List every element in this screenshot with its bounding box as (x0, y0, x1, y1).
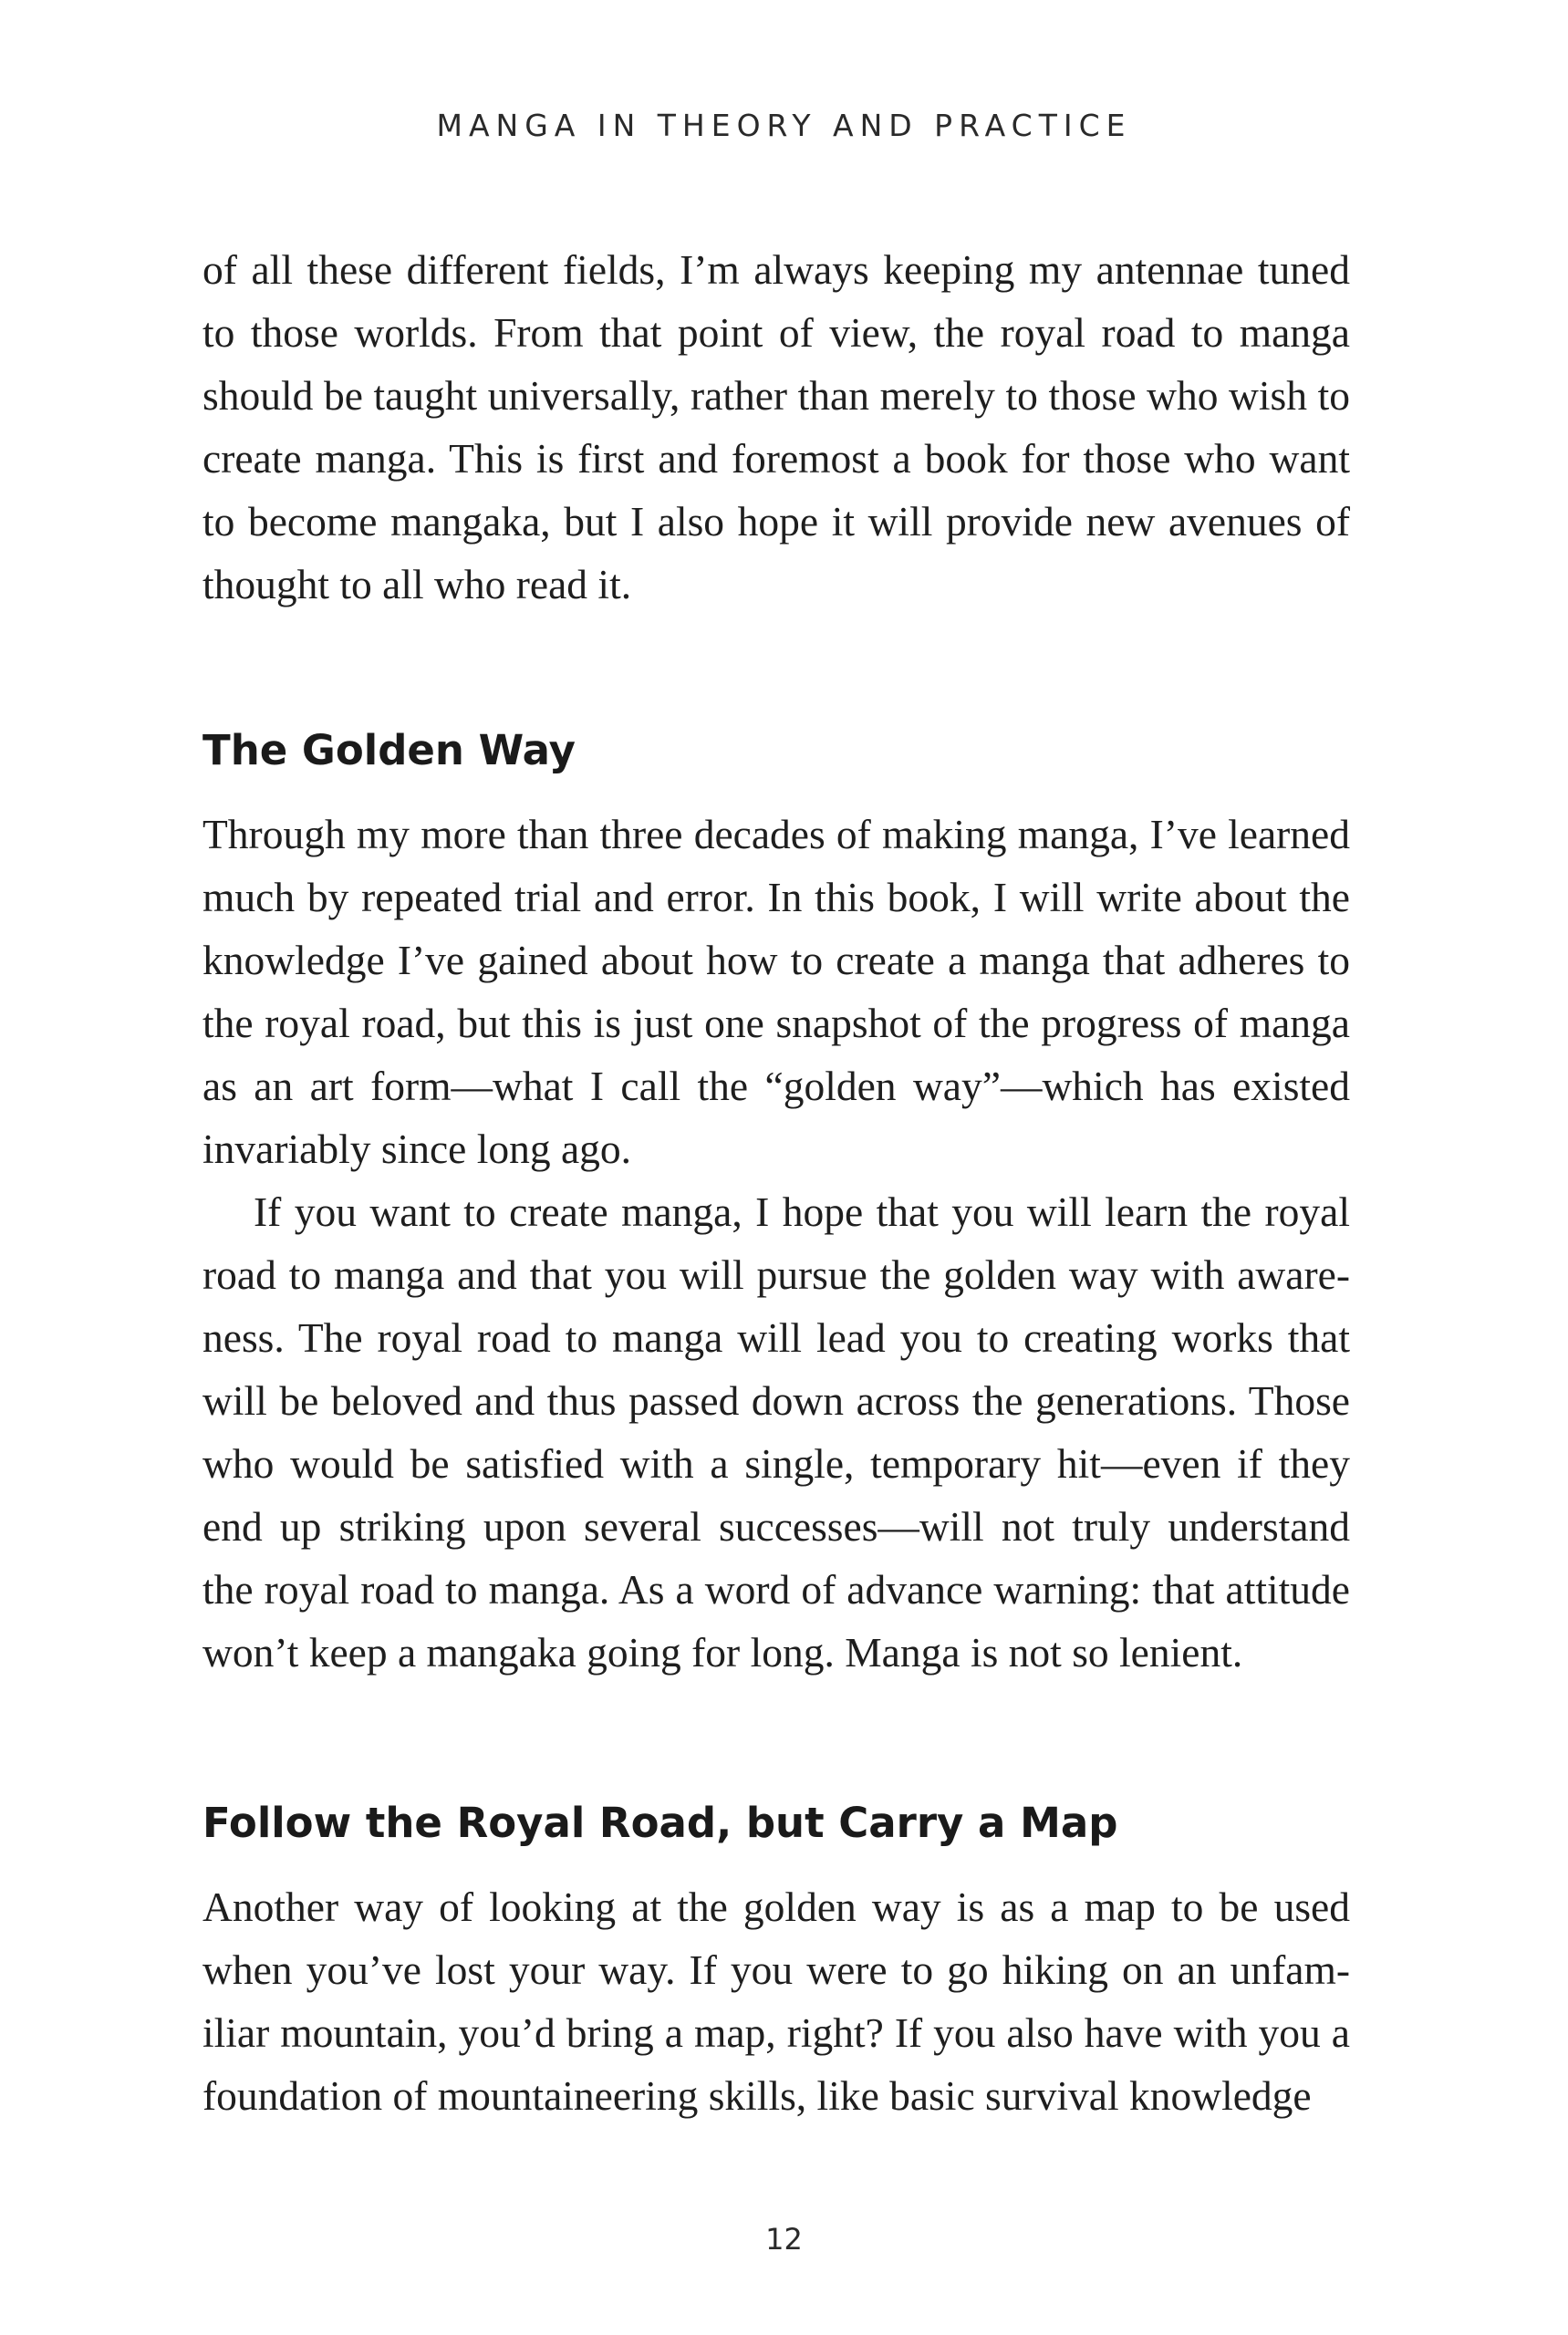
page-number: 12 (765, 2222, 803, 2257)
section-golden-way (202, 719, 1350, 1684)
intro-text-block (202, 238, 1350, 616)
intro-paragraph: of all these different fields, I’m always keeping my antennae tuned to those worlds. From that point of view, the royal road to manga should be taught universally, rather than merely to those who wish to create manga. This is first and foremost a book for those who want to become mangaka, but I also hope it will provide new avenues of thought to all who read it. (202, 246, 1350, 607)
body-paragraph: Another way of looking at the golden way is as a map to be used when you’ve lost your way. If you were to go hiking on an unfamiliar mountain, you’d bring a map, right? If you also have with you a foundation of mountaineering skills, like basic survival knowledge (202, 1884, 1350, 2119)
body-paragraph: Through my more than three decades of making manga, I’ve learned much by repeated trial and error. In this book, I will write about the knowledge I’ve gained about how to create a manga that adheres to the royal road, but this is just one snapshot of the progress of manga as an art form—what I call the “golden way”—which has existed invariably since long ago. (202, 811, 1350, 1172)
section-heading: The Golden Way (202, 726, 576, 774)
body-paragraph: If you want to create manga, I hope that you will learn the royal road to manga and that you will pursue the golden way with awareness. The royal road to manga will lead you to creating works that will be beloved and thus passed down across the generations. Those who would be satisfied with a single, temporary hit—even if they end up striking upon several successes—will not truly understand the royal road to manga. As a word of advance warning: that attitude won’t keep a mangaka going for long. Manga is not so lenient. (202, 1188, 1350, 1676)
section-heading: Follow the Royal Road, but Carry a Map (202, 1799, 1118, 1847)
section-royal-road-map (202, 1791, 1350, 2127)
running-head: MANGA IN THEORY AND PRACTICE (436, 108, 1132, 143)
